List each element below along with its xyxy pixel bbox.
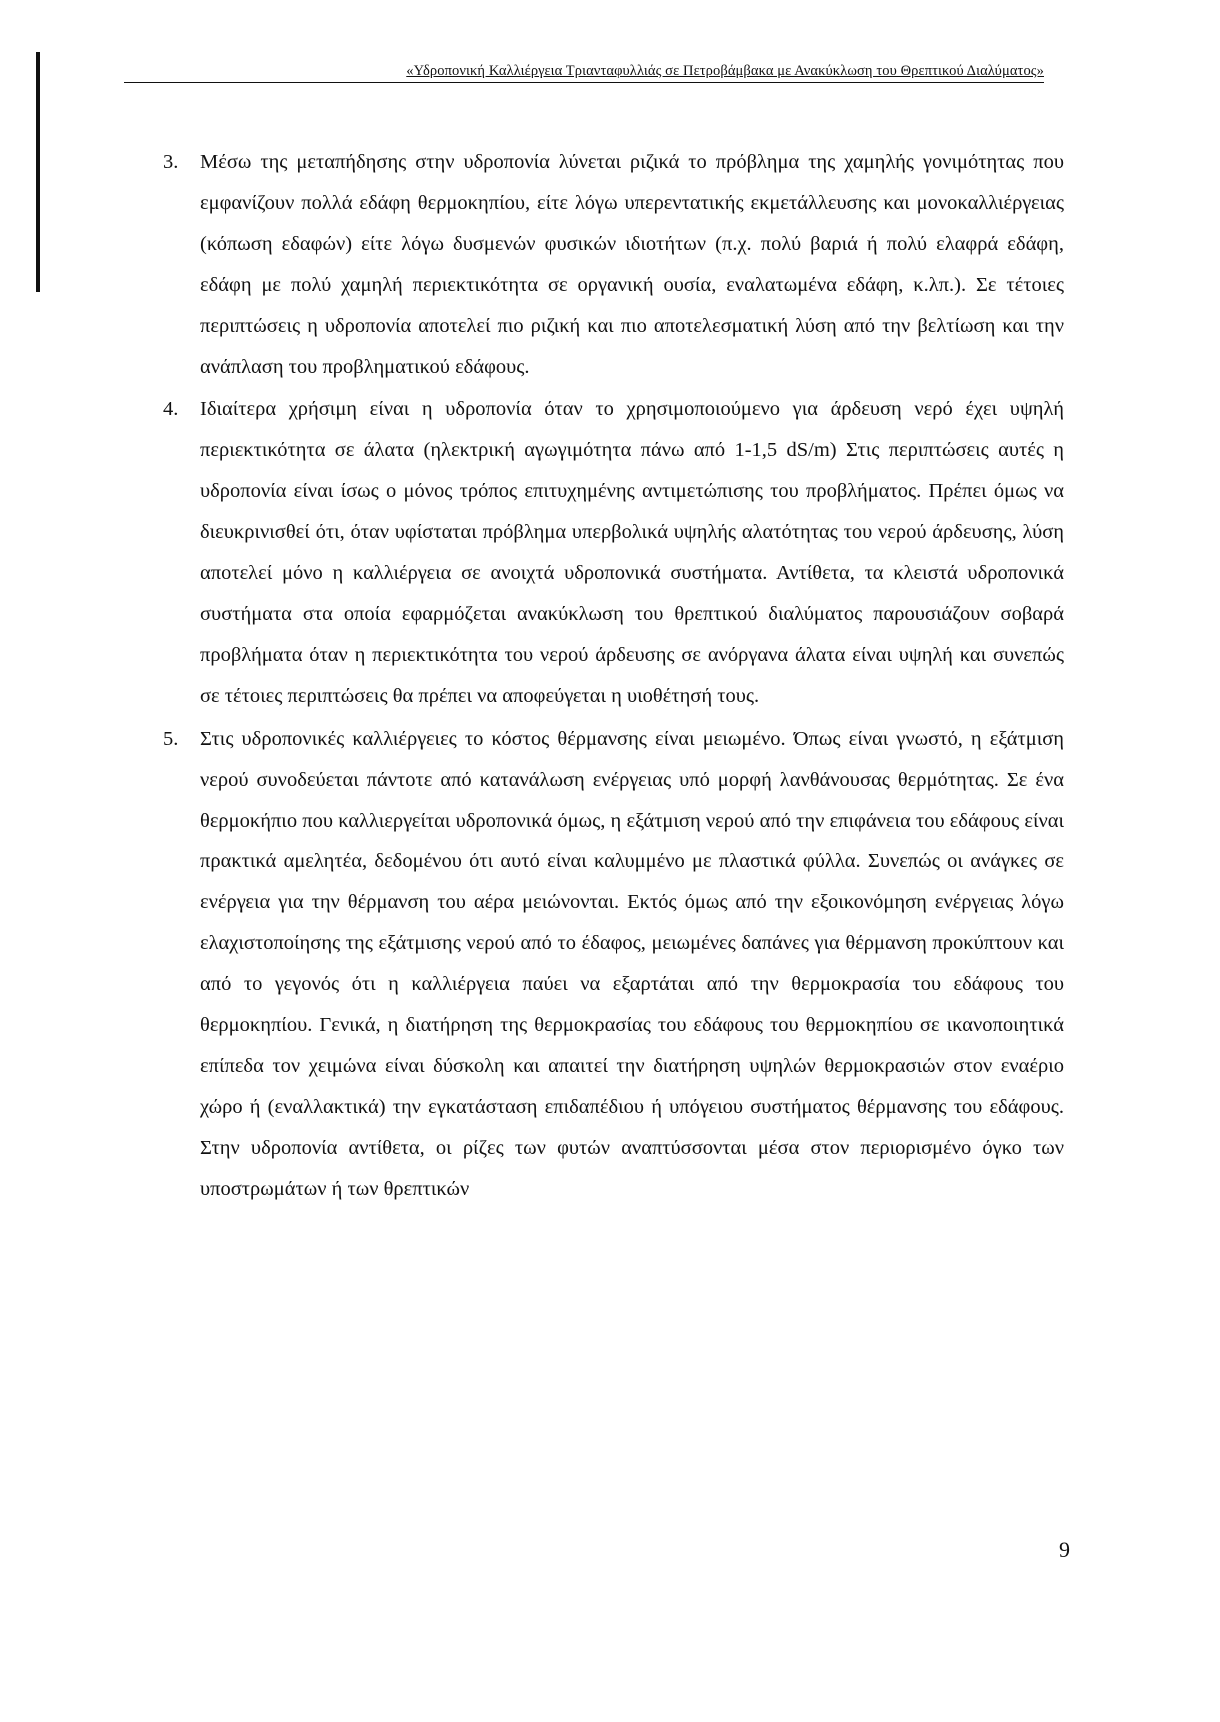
running-title: «Υδροπονική Καλλιέργεια Τριανταφυλλιάς σε Πετροβάμβακα με Ανακύκλωση του Θρεπτικού Διαλύματος» [406,63,1044,79]
list-item-3 [163,142,1064,387]
list-item-4 [163,389,1064,716]
item-paragraph: Στις υδροπονικές καλλιέργειες το κόστος θέρμανσης είναι μειωμένο. Όπως είναι γνωστό, η εξάτμιση νερού συνοδεύεται πάντοτε από κατανάλωση ενέργειας υπό μορφή λανθάνουσας θερμότητας. Σε ένα θερμοκήπιο που καλλιεργείται υδροπονικά όμως, η εξάτμιση νερού από την επιφάνεια του εδάφους είναι πρακτικά αμελητέα, δεδομένου ότι αυτό είναι καλυμμένο με πλαστικά φύλλα. Συνεπώς οι ανάγκες σε ενέργεια για την θέρμανση του αέρα μειώνονται. Εκτός όμως από την εξοικονόμηση ενέργειας λόγω ελαχιστοποίησης της εξάτμισης νερού από το έδαφος, μειωμένες δαπάνες για θέρμανση προκύπτουν και από το γεγονός ότι η καλλιέργεια παύει να εξαρτάται από την θερμοκρασία του εδάφους του θερμοκηπίου. Γενικά, η διατήρηση της θερμοκρασίας του εδάφους του θερμοκηπίου σε ικανοποιητικά επίπεδα τον χειμώνα είναι δύσκολη και απαιτεί την διατήρηση υψηλών θερμοκρασιών στον εναέριο χώρο ή (εναλλακτικά) την εγκατάσταση επιδαπέδιου ή υπόγειου συστήματος θέρμανσης του εδάφους. Στην υδροπονία αντίθετα, οι ρίζες των φυτών αναπτύσσονται μέσα στον περιορισμένο όγκο των υποστρωμάτων ή των θρεπτικών [200,727,1064,1200]
item-paragraph: Ιδιαίτερα χρήσιμη είναι η υδροπονία όταν το χρησιμοποιούμενο για άρδευση νερό έχει υψηλή περιεκτικότητα σε άλατα (ηλεκτρική αγωγιμότητα πάνω από 1-1,5 dS/m) Στις περιπτώσεις αυτές η υδροπονία είναι ίσως ο μόνος τρόπος επιτυχημένης αντιμετώπισης του προβλήματος. Πρέπει όμως να διευκρινισθεί ότι, όταν υφίσταται πρόβλημα υπερβολικά υψηλής αλατότητας του νερού άρδευσης, λύση αποτελεί μόνο η καλλιέργεια σε ανοιχτά υδροπονικά συστήματα. Αντίθετα, τα κλειστά υδροπονικά συστήματα στα οποία εφαρμόζεται ανακύκλωση του θρεπτικού διαλύματος παρουσιάζουν σοβαρά προβλήματα όταν η περιεκτικότητα του νερού άρδευσης σε ανόργανα άλατα είναι υψηλή και συνεπώς σε τέτοιες περιπτώσεις θα πρέπει να αποφεύγεται η υιοθέτησή τους. [200,398,1064,707]
item-number: 3. [163,151,179,173]
list-item-5 [163,719,1064,1210]
item-number: 4. [163,398,179,421]
body-text [163,142,1064,1210]
header-rule [124,82,1044,83]
running-header [124,62,1044,80]
page-number: 9 [1059,1537,1070,1562]
margin-bar [36,52,40,292]
item-paragraph: Μέσω της μεταπήδησης στην υδροπονία λύνεται ριζικά το πρόβλημα της χαμηλής γονιμότητας που εμφανίζουν πολλά εδάφη θερμοκηπίου, είτε λόγω υπερεντατικής εκμετάλλευσης και μονοκαλλιέργειας (κόπωση εδαφών) είτε λόγω δυσμενών φυσικών ιδιοτήτων (π.χ. πολύ βαριά ή πολύ ελαφρά εδάφη, εδάφη με πολύ χαμηλή περιεκτικότητα σε οργανική ουσία, εναλατωμένα εδάφη, κ.λπ.). Σε τέτοιες περιπτώσεις η υδροπονία αποτελεί πιο ριζική και πιο αποτελεσματική λύση από την βελτίωση και την ανάπλαση του προβληματικού εδάφους. [200,151,1064,378]
item-number: 5. [163,727,179,750]
